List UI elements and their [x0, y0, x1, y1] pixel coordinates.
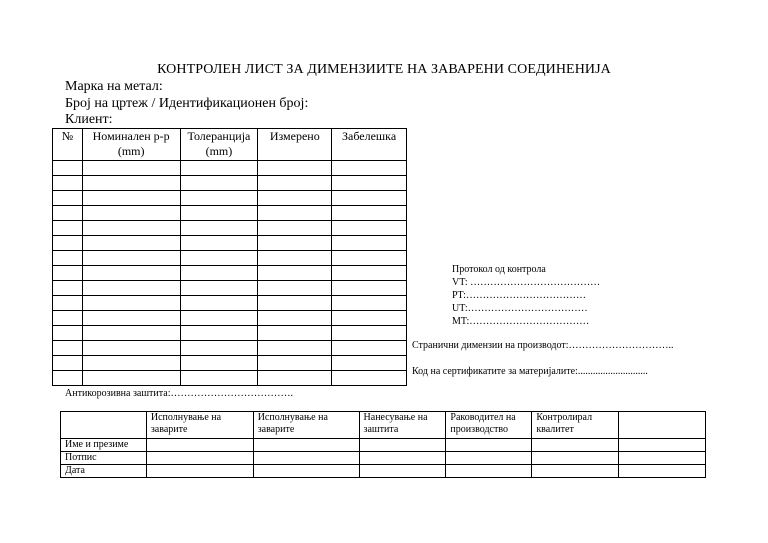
protocol-heading: Протокол од контрола — [452, 264, 546, 275]
column-tolerance: Толеранција (mm) — [180, 129, 258, 161]
measurement-row — [53, 311, 407, 326]
measurement-cell[interactable] — [82, 266, 180, 281]
signature-cell[interactable] — [619, 452, 706, 465]
foreign-dimensions-label: Странични димензии на производот:………………………….. — [412, 340, 674, 351]
measurement-row — [53, 251, 407, 266]
row-label-signature: Потпис — [61, 452, 147, 465]
measurement-row — [53, 341, 407, 356]
signature-cell[interactable] — [532, 465, 619, 478]
measurement-cell[interactable] — [53, 341, 83, 356]
measurement-cell[interactable] — [53, 221, 83, 236]
protocol-mt: MT:……………………………… — [452, 316, 590, 327]
measurement-cell[interactable] — [332, 221, 407, 236]
sig-col-production-manager: Раководител на производство — [446, 412, 532, 439]
measurement-table — [52, 128, 407, 386]
measurement-cell[interactable] — [258, 281, 332, 296]
sig-col-protection: Нанесување на заштита — [359, 412, 446, 439]
measurement-cell[interactable] — [332, 356, 407, 371]
measurement-cell[interactable] — [332, 191, 407, 206]
measurement-cell[interactable] — [82, 236, 180, 251]
measurement-cell[interactable] — [82, 191, 180, 206]
sig-col-extra — [619, 412, 706, 439]
measurement-cell[interactable] — [53, 176, 83, 191]
signature-cell[interactable] — [619, 439, 706, 452]
measurement-cell[interactable] — [332, 236, 407, 251]
measurement-cell[interactable] — [258, 371, 332, 386]
measurement-cell[interactable] — [180, 326, 258, 341]
protocol-vt: VT: ………………………………… — [452, 277, 601, 288]
measurement-cell[interactable] — [82, 296, 180, 311]
measurement-cell[interactable] — [180, 251, 258, 266]
protocol-pt: PT:……………………………… — [452, 290, 586, 301]
measurement-cell[interactable] — [332, 251, 407, 266]
signature-cell[interactable] — [146, 439, 253, 452]
metal-grade-label: Марка на метал: — [65, 79, 163, 94]
measurement-cell[interactable] — [53, 236, 83, 251]
measurement-cell[interactable] — [258, 221, 332, 236]
signature-table-header — [61, 412, 706, 439]
certificate-code-label: Код на сертификатите за материјалите:............................ — [412, 366, 648, 377]
signature-cell[interactable] — [146, 452, 253, 465]
measurement-row — [53, 176, 407, 191]
signature-cell[interactable] — [359, 439, 446, 452]
measurement-cell[interactable] — [53, 281, 83, 296]
measurement-cell[interactable] — [258, 251, 332, 266]
measurement-cell[interactable] — [180, 221, 258, 236]
measurement-cell[interactable] — [180, 206, 258, 221]
measurement-table-header — [53, 129, 407, 161]
measurement-cell[interactable] — [53, 266, 83, 281]
measurement-cell[interactable] — [332, 326, 407, 341]
measurement-cell[interactable] — [332, 266, 407, 281]
signature-cell[interactable] — [532, 452, 619, 465]
measurement-cell[interactable] — [53, 296, 83, 311]
measurement-cell[interactable] — [82, 176, 180, 191]
measurement-row — [53, 296, 407, 311]
measurement-row — [53, 206, 407, 221]
measurement-cell[interactable] — [258, 191, 332, 206]
measurement-cell[interactable] — [82, 206, 180, 221]
measurement-cell[interactable] — [82, 221, 180, 236]
measurement-cell[interactable] — [258, 236, 332, 251]
signature-cell[interactable] — [253, 452, 359, 465]
measurement-cell[interactable] — [82, 161, 180, 176]
row-label-name: Име и презиме — [61, 439, 147, 452]
protocol-ut: UT:……………………………… — [452, 303, 588, 314]
measurement-cell[interactable] — [53, 191, 83, 206]
sig-col-quality-control: Контролирал квалитет — [532, 412, 619, 439]
measurement-cell[interactable] — [180, 341, 258, 356]
anticorrosion-label: Антикорозивна заштита:………………………………. — [65, 388, 293, 399]
signature-cell[interactable] — [619, 465, 706, 478]
measurement-row — [53, 236, 407, 251]
measurement-row — [53, 326, 407, 341]
measurement-cell[interactable] — [82, 281, 180, 296]
sig-col-weld-execution-1: Исполнување на заварите — [146, 412, 253, 439]
column-nominal-size: Номинален р-р (mm) — [82, 129, 180, 161]
measurement-cell[interactable] — [53, 356, 83, 371]
signature-cell[interactable] — [446, 439, 532, 452]
measurement-cell[interactable] — [180, 266, 258, 281]
measurement-cell[interactable] — [258, 311, 332, 326]
measurement-row — [53, 281, 407, 296]
measurement-cell[interactable] — [258, 206, 332, 221]
measurement-row — [53, 266, 407, 281]
measurement-cell[interactable] — [332, 341, 407, 356]
measurement-cell[interactable] — [332, 176, 407, 191]
measurement-cell[interactable] — [258, 161, 332, 176]
measurement-cell[interactable] — [82, 326, 180, 341]
measurement-cell[interactable] — [332, 206, 407, 221]
signature-cell[interactable] — [253, 465, 359, 478]
measurement-cell[interactable] — [258, 326, 332, 341]
measurement-cell[interactable] — [180, 371, 258, 386]
measurement-cell[interactable] — [180, 311, 258, 326]
measurement-cell[interactable] — [82, 311, 180, 326]
measurement-cell[interactable] — [180, 236, 258, 251]
column-remark: Забелешка — [332, 129, 407, 161]
column-measured: Измерено — [258, 129, 332, 161]
measurement-cell[interactable] — [258, 296, 332, 311]
measurement-cell[interactable] — [53, 371, 83, 386]
signature-cell[interactable] — [359, 465, 446, 478]
sig-col-weld-execution-2: Исполнување на заварите — [253, 412, 359, 439]
measurement-cell[interactable] — [258, 356, 332, 371]
measurement-cell[interactable] — [180, 191, 258, 206]
measurement-cell[interactable] — [332, 281, 407, 296]
signature-cell[interactable] — [359, 452, 446, 465]
page-title: КОНТРОЛЕН ЛИСТ ЗА ДИМЕНЗИИТЕ НА ЗАВАРЕНИ СОЕДИНЕНИЈА — [157, 62, 611, 77]
measurement-cell[interactable] — [53, 161, 83, 176]
measurement-cell[interactable] — [53, 206, 83, 221]
measurement-cell[interactable] — [53, 311, 83, 326]
drawing-number-label: Број на цртеж / Идентификационен број: — [65, 96, 309, 111]
column-number: № — [53, 129, 83, 161]
measurement-cell[interactable] — [82, 251, 180, 266]
measurement-cell[interactable] — [53, 326, 83, 341]
measurement-row — [53, 356, 407, 371]
measurement-cell[interactable] — [332, 371, 407, 386]
measurement-row — [53, 371, 407, 386]
measurement-cell[interactable] — [332, 296, 407, 311]
measurement-cell[interactable] — [82, 371, 180, 386]
signature-cell[interactable] — [253, 439, 359, 452]
measurement-cell[interactable] — [82, 341, 180, 356]
measurement-cell[interactable] — [82, 356, 180, 371]
row-label-date: Дата — [61, 465, 147, 478]
measurement-cell[interactable] — [180, 161, 258, 176]
signature-cell[interactable] — [146, 465, 253, 478]
measurement-cell[interactable] — [180, 296, 258, 311]
signature-cell[interactable] — [446, 465, 532, 478]
measurement-cell[interactable] — [53, 251, 83, 266]
measurement-cell[interactable] — [180, 356, 258, 371]
measurement-cell[interactable] — [258, 266, 332, 281]
signature-cell[interactable] — [446, 452, 532, 465]
signature-table — [60, 411, 706, 478]
signature-row-date — [61, 465, 706, 478]
measurement-row — [53, 221, 407, 236]
measurement-row — [53, 161, 407, 176]
measurement-cell[interactable] — [258, 341, 332, 356]
signature-row-name — [61, 439, 706, 452]
signature-row-signature — [61, 452, 706, 465]
measurement-cell[interactable] — [180, 281, 258, 296]
measurement-cell[interactable] — [332, 161, 407, 176]
sig-col-blank — [61, 412, 147, 439]
measurement-cell[interactable] — [258, 176, 332, 191]
client-label: Клиент: — [65, 112, 113, 127]
measurement-row — [53, 191, 407, 206]
signature-cell[interactable] — [532, 439, 619, 452]
measurement-cell[interactable] — [332, 311, 407, 326]
measurement-cell[interactable] — [180, 176, 258, 191]
